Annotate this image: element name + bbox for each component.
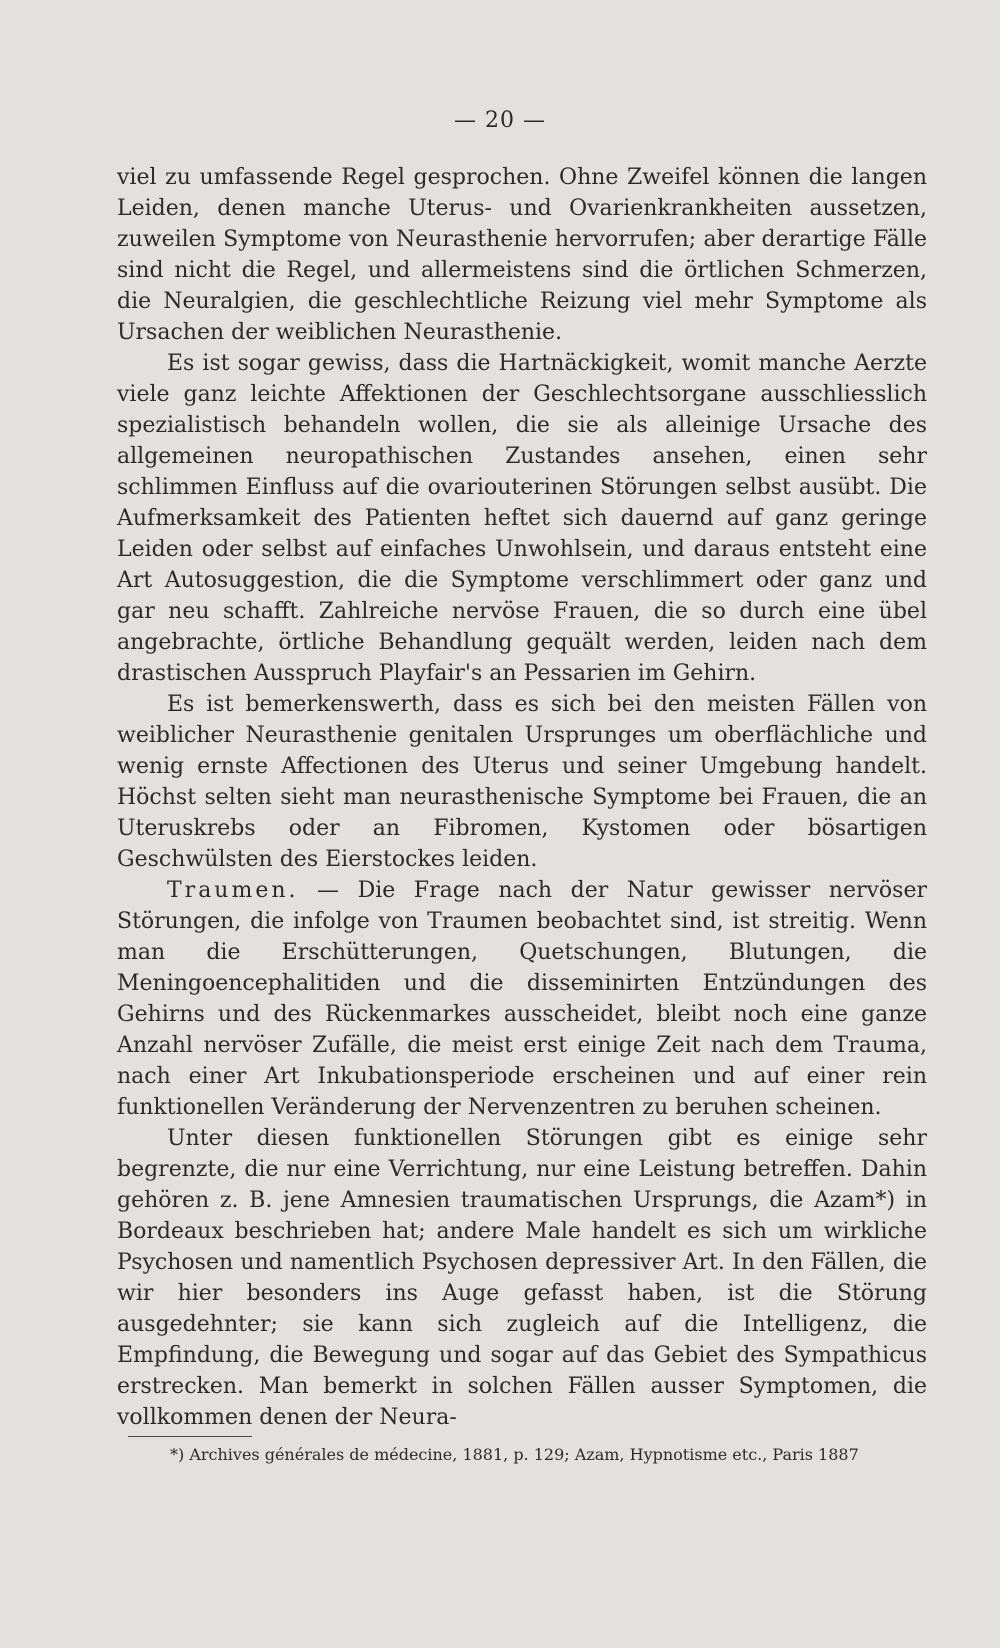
- section-lead: Traumen.: [167, 878, 299, 903]
- body-text: [117, 162, 927, 1433]
- paragraph-1: viel zu umfassende Regel gesprochen. Ohne Zweifel können die langen Leiden, denen manche Uterus- und Ovarienkrankheiten aussetzen, zuweilen Symptome von Neurasthenie hervorrufen; aber derartige Fälle sind nicht die Regel, und allermeistens sind die örtlichen Schmerzen, die Neuralgien, die geschlechtliche Reizung viel mehr Symptome als Ursachen der weiblichen Neurasthenie.: [117, 165, 927, 345]
- paragraph-3: Es ist bemerkenswerth, dass es sich bei den meisten Fällen von weiblicher Neurasthenie genitalen Ursprunges um oberflächliche und wenig ernste Affectionen des Uterus und seiner Umgebung handelt. Höchst selten sieht man neurasthenische Symptome bei Frauen, die an Uteruskrebs oder an Fibromen, Kystomen oder bösartigen Geschwülsten des Eierstockes leiden.: [117, 692, 927, 872]
- footnote: *) Archives générales de médecine, 1881, p. 129; Azam, Hypnotisme etc., Paris 1887: [170, 1445, 859, 1464]
- paragraph-5: Unter diesen funktionellen Störungen gibt es einige sehr begrenzte, die nur eine Verrichtung, nur eine Leistung betreffen. Dahin gehören z. B. jene Amnesien traumatischen Ursprungs, die Azam*) in Bordeaux beschrieben hat; andere Male handelt es sich um wirkliche Psychosen und namentlich Psychosen depressiver Art. In den Fällen, die wir hier besonders ins Auge gefasst haben, ist die Störung ausgedehnter; sie kann sich zugleich auf die Intelligenz, die Empfindung, die Bewegung und sogar auf das Gebiet des Sympathicus erstrecken. Man bemerkt in solchen Fällen ausser Symptomen, die vollkommen denen der Neura-: [117, 1126, 927, 1430]
- page-number: — 20 —: [454, 108, 546, 133]
- paragraph-4-text: — Die Frage nach der Natur gewisser nervöser Störungen, die infolge von Traumen beobachtet sind, ist streitig. Wenn man die Erschütterungen, Quetschungen, Blutungen, die Meningoencephalitiden und die disseminirten Entzündungen des Gehirns und des Rückenmarkes ausscheidet, bleibt noch eine ganze Anzahl nervöser Zufälle, die meist erst einige Zeit nach dem Trauma, nach einer Art Inkubationsperiode erscheinen und auf einer rein funktionellen Veränderung der Nervenzentren zu beruhen scheinen.: [117, 878, 927, 1120]
- footnote-divider: [128, 1436, 252, 1437]
- paragraph-4: [117, 875, 927, 1123]
- paragraph-2: Es ist sogar gewiss, dass die Hartnäckigkeit, womit manche Aerzte viele ganz leichte Affektionen der Geschlechtsorgane ausschliesslich spezialistisch behandeln wollen, die sie als alleinige Ursache des allgemeinen neuropathischen Zustandes ansehen, einen sehr schlimmen Einfluss auf die ovariouterinen Störungen selbst ausübt. Die Aufmerksamkeit des Patienten heftet sich dauernd auf ganz geringe Leiden oder selbst auf einfaches Unwohlsein, und daraus entsteht eine Art Autosuggestion, die die Symptome verschlimmert oder ganz und gar neu schafft. Zahlreiche nervöse Frauen, die so durch eine übel angebrachte, örtliche Behandlung gequält werden, leiden nach dem drastischen Ausspruch Playfair's an Pessarien im Gehirn.: [117, 351, 927, 686]
